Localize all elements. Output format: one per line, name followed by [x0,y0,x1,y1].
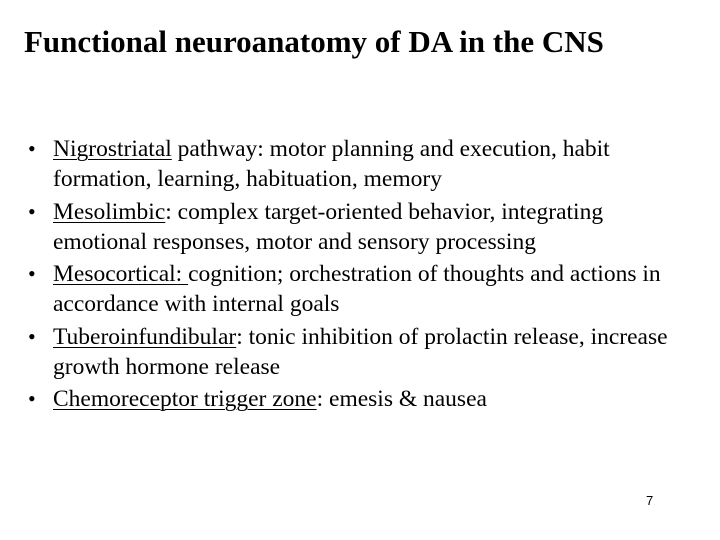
bullet-text: : tonic inhibition of prolactin release, increase growth hormone release [53,323,668,380]
bullet-text: cognition; orchestration of thoughts and actions in accordance with internal goals [53,261,661,317]
bullet-marker: • [28,198,36,224]
page-number: 7 [646,493,654,508]
bullet-item-mesocortical [28,259,688,319]
slide-title: Functional neuroanatomy of DA in the CNS [24,24,604,59]
bullet-marker: • [28,261,36,286]
bullet-marker: • [28,136,36,161]
bullet-text: pathway: motor planning and execution, habit formation, learning, habituation, memory [53,136,610,192]
bullet-term: Mesolimbic [53,198,166,225]
bullet-term: Tuberoinfundibular [53,323,237,350]
bullet-term: Chemoreceptor trigger zone [53,386,317,412]
bullet-item-tuberoinfundibular [28,322,688,382]
bullet-term: Nigrostriatal [53,136,172,162]
bullet-list [28,134,688,417]
bullet-item-nigrostriatal [28,134,688,194]
bullet-marker: • [28,323,36,349]
bullet-text: : emesis & nausea [316,386,487,412]
bullet-term: Mesocortical: [53,261,189,287]
bullet-item-chemoreceptor [28,384,688,414]
bullet-text: : complex target-oriented behavior, integrating emotional responses, motor and sensory processing [53,198,604,255]
bullet-marker: • [28,386,36,411]
bullet-item-mesolimbic [28,197,688,257]
